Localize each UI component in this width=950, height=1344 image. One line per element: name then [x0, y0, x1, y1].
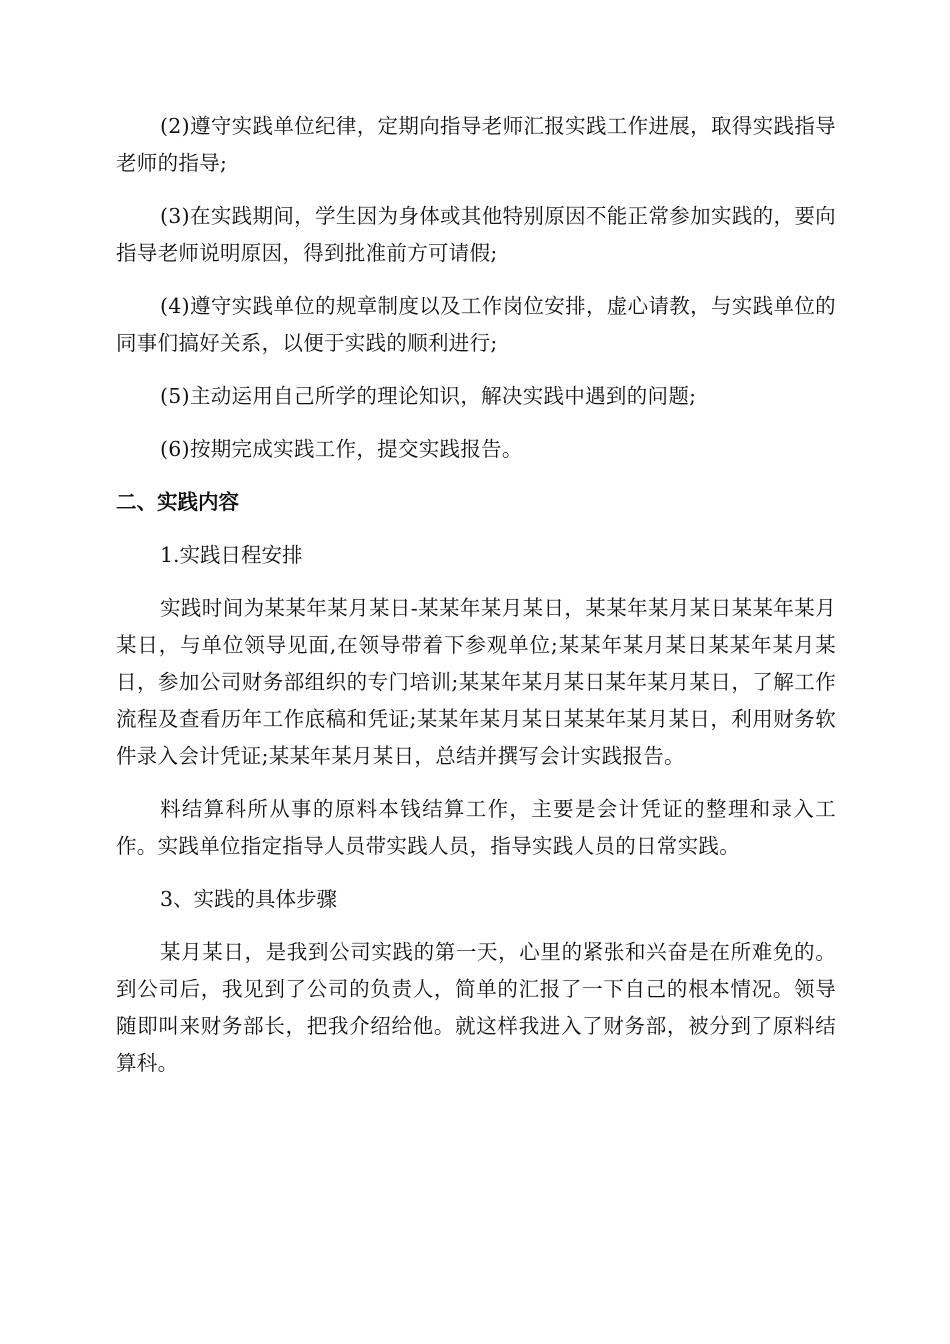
- paragraph-requirement-3: (3)在实践期间，学生因为身体或其他特别原因不能正常参加实践的，要向指导老师说明原因，得到批准前方可请假;: [116, 204, 836, 265]
- paragraph-requirement-5: (5)主动运用自己所学的理论知识，解决实践中遇到的问题;: [160, 384, 697, 408]
- paragraph-schedule: 实践时间为某某年某月某日-某某年某月某日，某某年某月某日某某年某月某日，与单位领导见面,在领导带着下参观单位;某某年某月某日某某年某月某日，参加公司财务部组织的专门培训;某某年某月某日某年某月某日，了解工作流程及查看历年工作底稿和凭证;某某年某月某日某某年某月某日，利用财务软件录入会计凭证;某某年某月某日，总结并撰写会计实践报告。: [116, 596, 836, 768]
- paragraph-first-day: 某月某日，是我到公司实践的第一天，心里的紧张和兴奋是在所难免的。到公司后，我见到了公司的负责人，简单的汇报了一下自己的根本情况。领导随即叫来财务部长，把我介绍给他。就这样我进入了财务部，被分到了原料结算科。: [116, 940, 836, 1075]
- paragraph-requirement-6: (6)按期完成实践工作，提交实践报告。: [160, 437, 523, 461]
- subheading-schedule: 1.实践日程安排: [160, 543, 303, 567]
- document-page: [116, 108, 836, 1098]
- paragraph-requirement-4: (4)遵守实践单位的规章制度以及工作岗位安排，虚心请教，与实践单位的同事们搞好关系，以便于实践的顺利进行;: [116, 294, 836, 355]
- section-heading-practice-content: 二、实践内容: [116, 490, 239, 514]
- paragraph-settlement-work: 料结算科所从事的原料本钱结算工作，主要是会计凭证的整理和录入工作。实践单位指定指导人员带实践人员，指导实践人员的日常实践。: [116, 797, 836, 858]
- paragraph-requirement-2: (2)遵守实践单位纪律，定期向指导老师汇报实践工作进展，取得实践指导老师的指导;: [116, 114, 836, 175]
- subheading-steps: 3、实践的具体步骤: [160, 887, 338, 911]
